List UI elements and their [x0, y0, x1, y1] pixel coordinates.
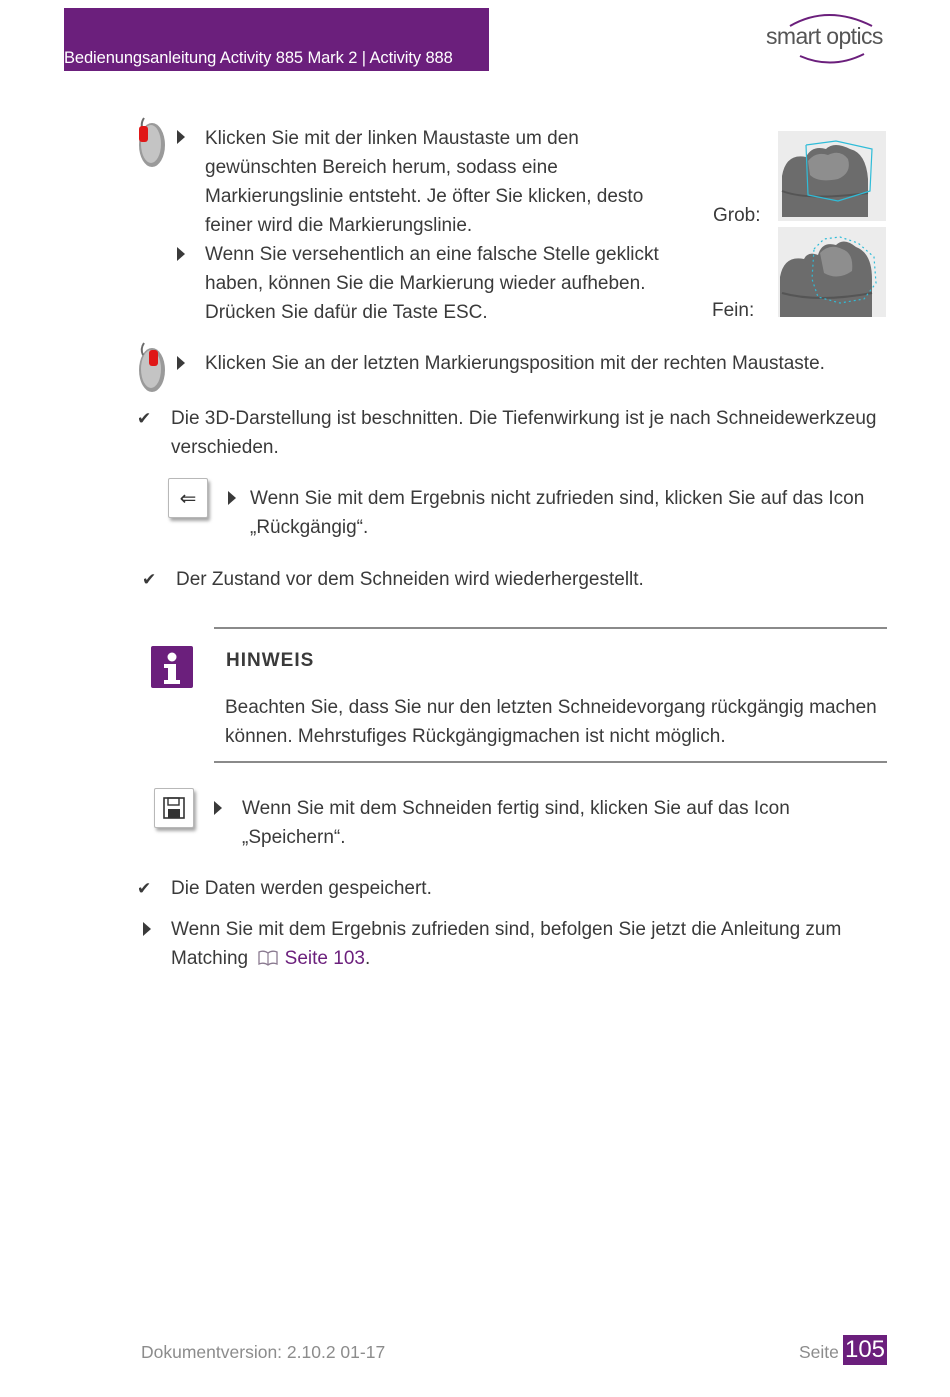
note-title: HINWEIS — [226, 650, 315, 671]
text-line: Die 3D-Darstellung ist beschnitten. Die Tiefenwirkung ist je nach Schneidewerkzeug — [171, 408, 877, 429]
note-bottom-rule — [214, 761, 887, 763]
text-line: haben, können Sie die Markierung wieder aufheben. — [205, 273, 646, 294]
step2-bullet: Klicken Sie an der letzten Markierungsposition mit der rechten Maustaste. — [205, 353, 825, 374]
matching-word: Matching — [171, 948, 249, 969]
result1-text — [171, 404, 911, 462]
result2-text: Der Zustand vor dem Schneiden wird wiederhergestellt. — [176, 569, 644, 590]
text-line: Wenn Sie mit dem Ergebnis nicht zufrieden sind, klicken Sie auf das Icon — [250, 488, 865, 509]
right-mouse-button-icon — [130, 337, 170, 395]
final-text — [171, 915, 911, 975]
text-line: Drücken Sie dafür die Taste ESC. — [205, 302, 488, 323]
text-line: „Rückgängig“. — [250, 517, 369, 538]
step1-bullet2 — [205, 240, 685, 327]
undo-bullet — [250, 484, 910, 542]
label-grob: Grob: — [713, 205, 761, 226]
bullet-arrow-icon — [214, 801, 222, 815]
page-link[interactable]: Seite 103 — [284, 948, 365, 969]
header-title: Bedienungsanleitung Activity 885 Mark 2 | Activity 888 — [64, 49, 453, 67]
text-line: Wenn Sie versehentlich an eine falsche Stelle geklickt — [205, 244, 659, 265]
save-bullet — [242, 794, 882, 852]
left-mouse-button-icon — [130, 112, 170, 170]
undo-icon[interactable] — [168, 478, 208, 518]
checkmark-icon: ✔ — [137, 879, 152, 899]
text-line: feiner wird die Markierungslinie. — [205, 215, 473, 236]
text-line: verschieden. — [171, 437, 279, 458]
bullet-arrow-icon — [177, 356, 185, 370]
info-icon — [151, 646, 193, 688]
checkmark-icon: ✔ — [142, 570, 157, 590]
result3-text: Die Daten werden gespeichert. — [171, 878, 432, 899]
text-line: „Speichern“. — [242, 827, 346, 848]
doc-version: Dokumentversion: 2.10.2 01-17 — [141, 1342, 386, 1362]
text-line: Beachten Sie, dass Sie nur den letzten Schneidevorgang rückgängig machen — [225, 697, 877, 718]
checkmark-icon: ✔ — [137, 409, 152, 429]
text-line: Wenn Sie mit dem Ergebnis zufrieden sind, befolgen Sie jetzt die Anleitung zum — [171, 919, 842, 940]
page-label: Seite — [799, 1342, 839, 1362]
final-period: . — [364, 948, 371, 969]
label-fein: Fein: — [712, 300, 755, 321]
book-icon — [257, 946, 279, 975]
note-top-rule — [214, 627, 887, 629]
bullet-arrow-icon — [143, 922, 151, 936]
note-text — [225, 693, 895, 751]
undo-glyph: ⇐ — [179, 486, 197, 510]
text-line: können. Mehrstufiges Rückgängigmachen ist nicht möglich. — [225, 726, 726, 747]
fine-marking-image — [778, 227, 886, 317]
logo-text: smart optics — [766, 23, 883, 49]
bullet-arrow-icon — [177, 247, 185, 261]
save-icon[interactable] — [154, 788, 194, 828]
text-line: Markierungslinie entsteht. Je öfter Sie klicken, desto — [205, 186, 644, 207]
text-line — [171, 944, 911, 975]
text-line: gewünschten Bereich herum, sodass eine — [205, 157, 558, 178]
step1-bullet1 — [205, 124, 675, 240]
bullet-arrow-icon — [228, 491, 236, 505]
text-line: Klicken Sie mit der linken Maustaste um den — [205, 128, 579, 149]
bullet-arrow-icon — [177, 130, 185, 144]
text-line: Wenn Sie mit dem Schneiden fertig sind, klicken Sie auf das Icon — [242, 798, 790, 819]
page-number: 105 — [844, 1336, 886, 1363]
smart-optics-logo — [760, 8, 890, 68]
coarse-marking-image — [778, 131, 886, 221]
